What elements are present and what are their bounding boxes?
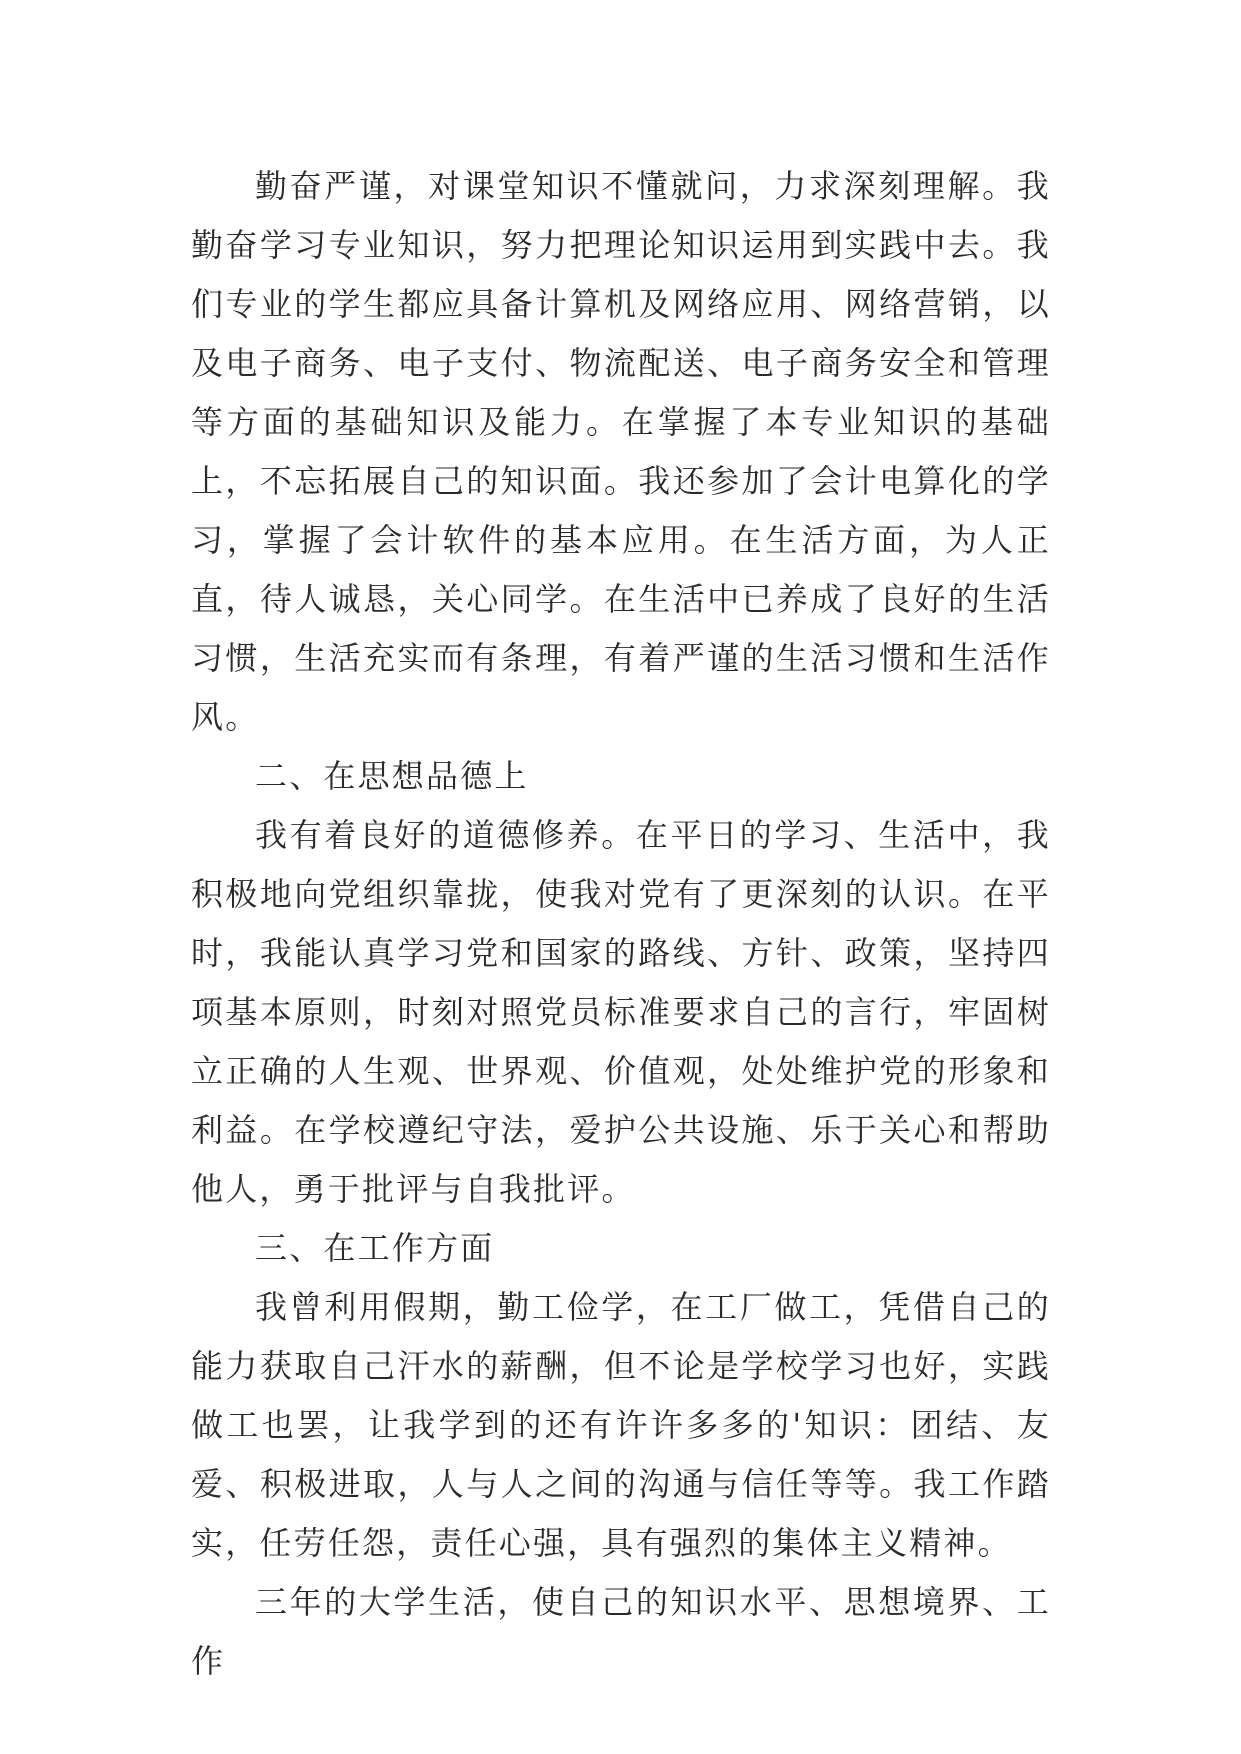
paragraph-morality: 我有着良好的道德修养。在平日的学习、生活中，我积极地向党组织靠拢，使我对党有了更深刻的认识。在平时，我能认真学习党和国家的路线、方针、政策，坚持四项基本原则，时刻对照党员标准要求自己的言行，牢固树立正确的人生观、世界观、价值观，处处维护党的形象和利益。在学校遵纪守法，爱护公共设施、乐于关心和帮助他人，勇于批评与自我批评。	[191, 816, 1051, 1208]
section-heading-work: 三、在工作方面	[255, 1229, 495, 1267]
paragraph-study: 勤奋严谨，对课堂知识不懂就问，力求深刻理解。我勤奋学习专业知识，努力把理论知识运用到实践中去。我们专业的学生都应具备计算机及网络应用、网络营销，以及电子商务、电子支付、物流配送、电子商务安全和管理等方面的基础知识及能力。在掌握了本专业知识的基础上，不忘拓展自己的知识面。我还参加了会计电算化的学习，掌握了会计软件的基本应用。在生活方面，为人正直，待人诚恳，关心同学。在生活中已养成了良好的生活习惯，生活充实而有条理，有着严谨的生活习惯和生活作风。	[191, 167, 1051, 736]
paragraph-work: 我曾利用假期，勤工俭学，在工厂做工，凭借自己的能力获取自己汗水的薪酬，但不论是学校学习也好，实践做工也罢，让我学到的还有许许多多的'知识：团结、友爱、积极进取，人与人之间的沟通与信任等等。我工作踏实，任劳任怨，责任心强，具有强烈的集体主义精神。	[191, 1288, 1051, 1562]
document-body	[191, 157, 1051, 1691]
section-heading-morality: 二、在思想品德上	[255, 757, 529, 795]
paragraph-conclusion: 三年的大学生活，使自己的知识水平、思想境界、工作	[191, 1583, 1051, 1680]
